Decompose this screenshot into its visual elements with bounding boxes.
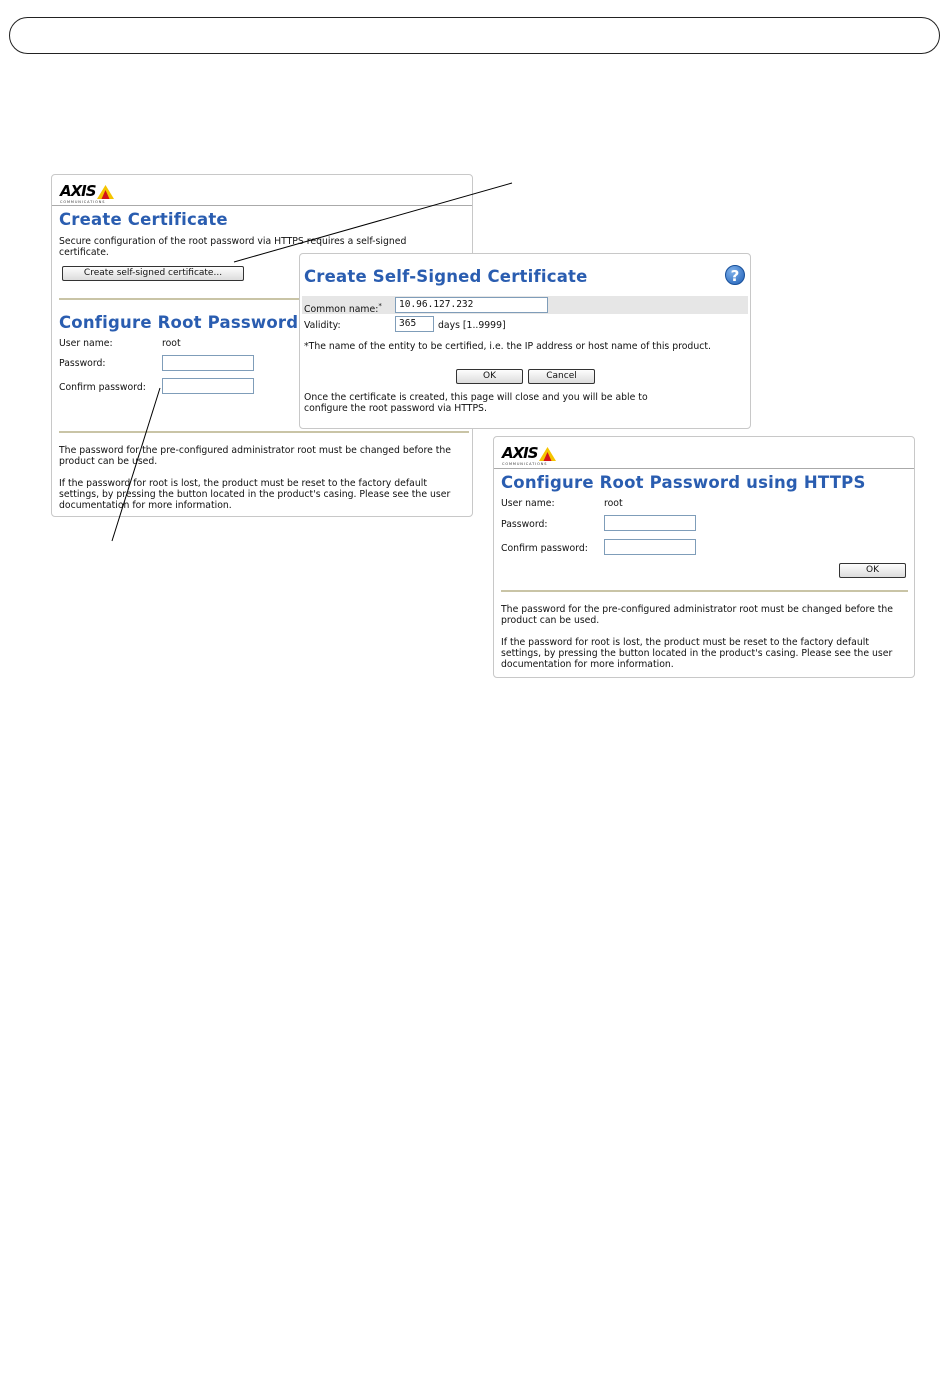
common-name-input[interactable]: 10.96.127.232 [395,297,548,313]
https-password-label: Password: [501,519,548,530]
username-label: User name: [59,338,113,349]
dialog-ok-button[interactable]: OK [456,369,523,384]
common-name-required-mark: * [378,302,382,310]
logo-text-2: AXIS [502,444,538,462]
https-info-text-2: If the password for root is lost, the product must be reset to the factory default settings, by pressing the button located in the product's casing. Please see the user documentation for more information. [501,637,893,670]
dialog-note: Once the certificate is created, this page will close and you will be able to configure the root password via HTTPS. [304,392,648,414]
create-self-signed-certificate-button[interactable]: Create self-signed certificate... [62,266,244,281]
https-password-title: Configure Root Password using HTTPS [501,473,866,492]
info-text-1: The password for the pre-configured administrator root must be changed before the product can be used. [59,445,452,467]
create-certificate-title: Create Certificate [59,210,228,229]
configure-root-password-title: Configure Root Password [59,313,299,332]
https-confirm-label: Confirm password: [501,543,588,554]
logo-text: AXIS [60,182,96,200]
https-ok-button[interactable]: OK [839,563,906,578]
info-text-2: If the password for root is lost, the product must be reset to the factory default settings, by pressing the button located in the product's casing. Please see the user documentation for more information. [59,478,451,511]
logo-subtext: COMMUNICATIONS [60,200,106,204]
common-name-label-text: Common name: [304,304,379,316]
https-info-text-1: The password for the pre-configured administrator root must be changed before the product can be used. [501,604,894,626]
common-name-footnote: *The name of the entity to be certified, i.e. the IP address or host name of this product. [304,341,711,352]
callout-line-password [112,388,160,541]
callout-line-certificate [234,183,512,262]
confirm-password-label: Confirm password: [59,382,146,393]
dialog-cancel-button[interactable]: Cancel [528,369,595,384]
https-username-label: User name: [501,498,555,509]
validity-input[interactable]: 365 [395,316,434,332]
logo-subtext-2: COMMUNICATIONS [502,462,548,466]
create-certificate-description: Secure configuration of the root password via HTTPS requires a self-signed certificate. [59,236,407,258]
validity-label: Validity: [304,320,341,331]
https-username-value: root [604,498,623,509]
username-value: root [162,338,181,349]
validity-unit: days [1..9999] [438,320,506,331]
dialog-title: Create Self-Signed Certificate [304,267,588,286]
password-label: Password: [59,358,106,369]
help-icon[interactable]: ? [725,265,745,285]
